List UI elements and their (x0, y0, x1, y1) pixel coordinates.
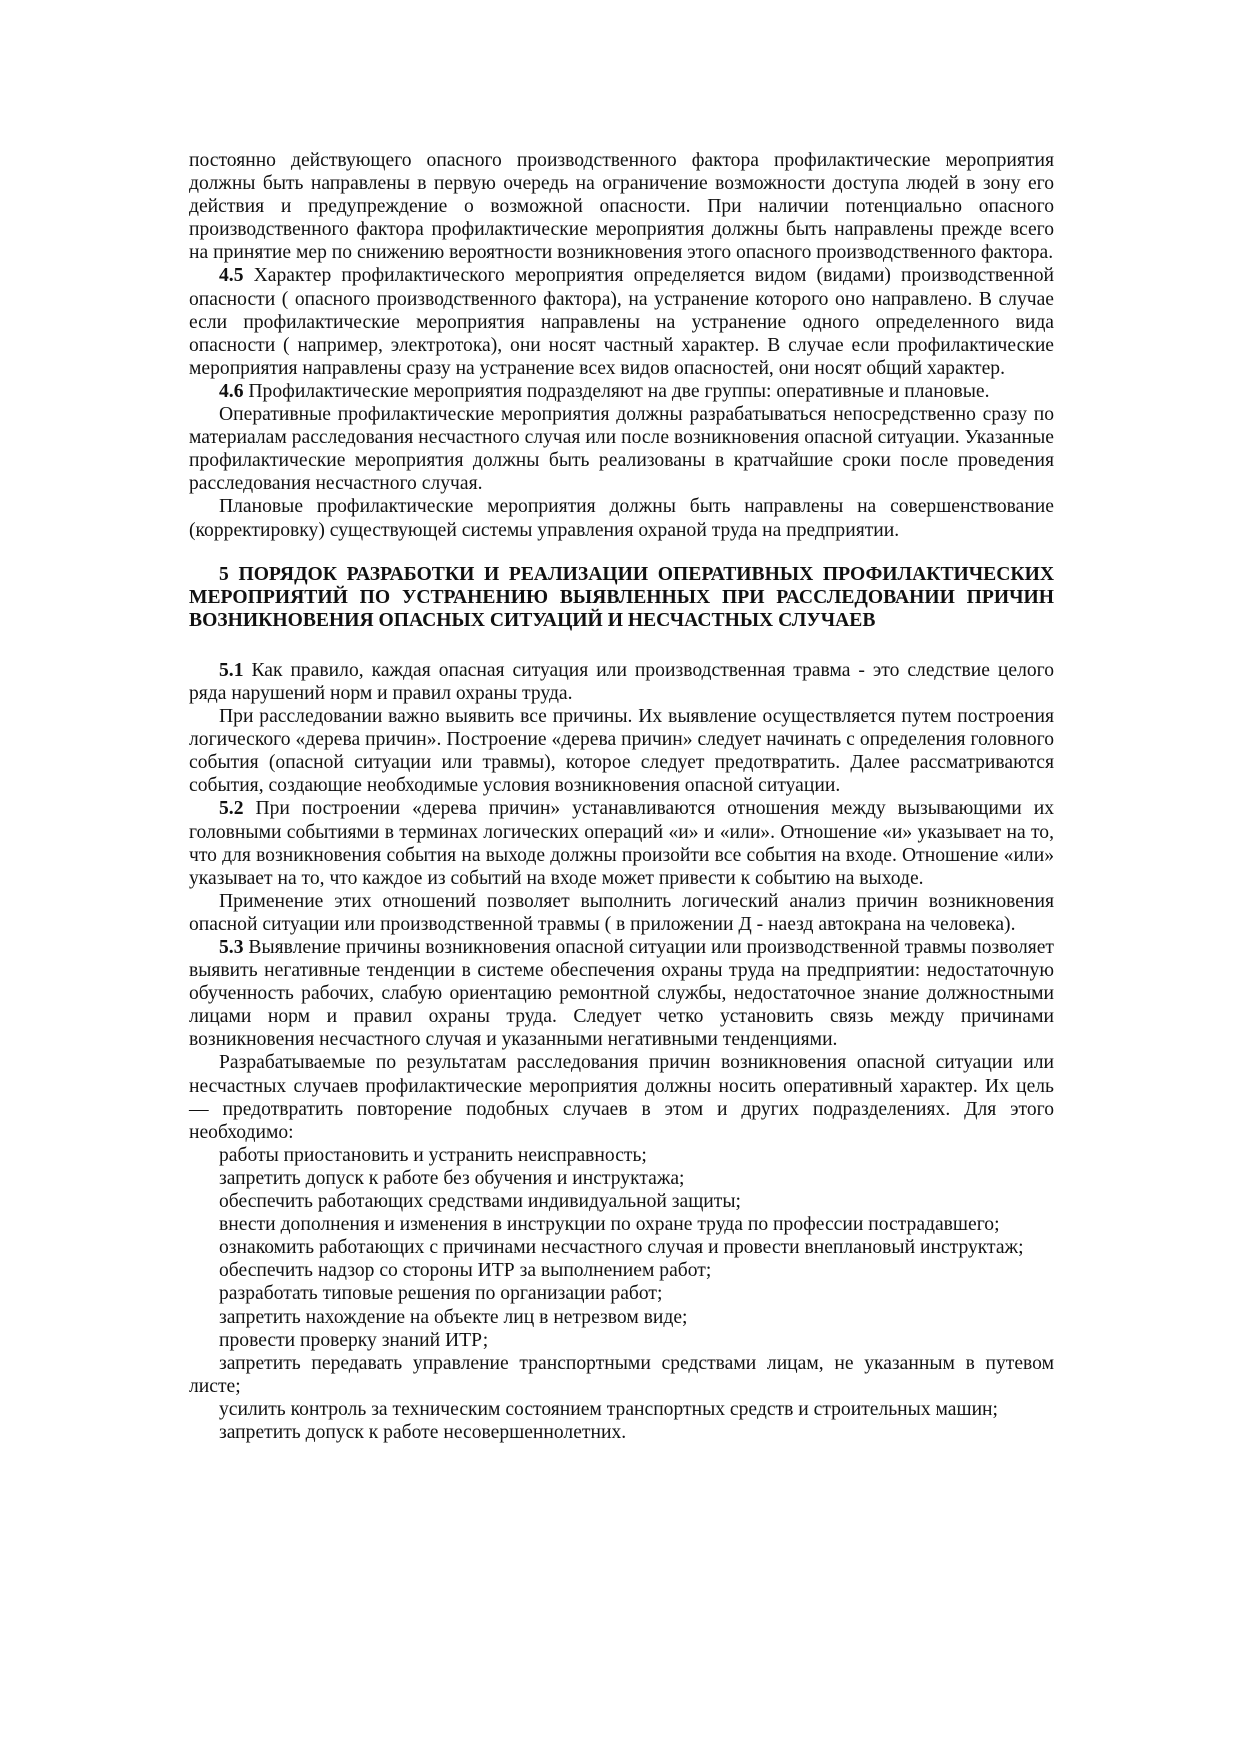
clause-number: 4.6 (219, 380, 244, 402)
clause-text: Характер профилактического мероприятия определяется видом (видами) производственной опасности ( опасного производственного фактора), на устранение которого оно направлено. В случае если профилактические мероприятия направлены на устранение одного определенного вида опасности ( например, электротока), они носят частный характер. В случае если профилактические мероприятия направлены сразу на устранение всех видов опасностей, они носят общий характер. (189, 265, 1054, 379)
measure-item: внести дополнения и изменения в инструкции по охране труда по профессии пострадавшего; (219, 1214, 1000, 1236)
measure-item: обеспечить надзор со стороны ИТР за выполнением работ; (219, 1260, 712, 1282)
clause-5-1 (189, 659, 1054, 705)
clause-text: Выявление причины возникновения опасной ситуации или производственной травмы позволяет выявить негативные тенденции в системе обеспечения охраны труда на предприятии: недостаточную обученность рабочих, слабую ориентацию ремонтной службы, недостаточное знание должностными лицами норм и правил охраны труда. Следует четко установить связь между причинами возникновения несчастного случая и указанными негативными тенденциями. (189, 937, 1054, 1051)
clause-5-3 (189, 936, 1054, 1051)
clause-number: 4.5 (219, 265, 244, 287)
measure-item: усилить контроль за техническим состоянием транспортных средств и строительных машин; (219, 1398, 998, 1420)
clause-text: Профилактические мероприятия подразделяют на две группы: оперативные и плановые. (243, 380, 990, 402)
paragraph-planned: Плановые профилактические мероприятия должны быть направлены на совершенствование (корректировку) существующей системы управления охраной труда на предприятии. (189, 496, 1054, 541)
paragraph-operative: Оперативные профилактические мероприятия должны разрабатываться непосредственно сразу по материалам расследования несчастного случая или после возникновения опасной ситуации. Указанные профилактические мероприятия должны быть реализованы в кратчайшие сроки после проведения расследования несчастного случая. (189, 404, 1054, 495)
paragraph-relations-application: Применение этих отношений позволяет выполнить логический анализ причин возникновения опасной ситуации или производственной травмы ( в приложении Д - наезд автокрана на человека). (189, 890, 1054, 935)
clause-4-6 (189, 380, 1054, 403)
measure-item: разработать типовые решения по организации работ; (219, 1283, 663, 1305)
clause-5-2 (189, 797, 1054, 889)
paragraph-cause-tree: При расследовании важно выявить все причины. Их выявление осуществляется путем построения логического «дерева причин». Построение «дерева причин» следует начинать с определения головного события (опасной ситуации или травмы), которое следует предотвратить. Далее рассматриваются события, создающие необходимые условия возникновения опасной ситуации. (189, 706, 1054, 797)
paragraph-continuation: постоянно действующего опасного производственного фактора профилактические мероприятия должны быть направлены в первую очередь на ограничение возможности доступа людей в зону его действия и предупреждение о возможной опасности. При наличии потенциально опасного производственного фактора профилактические мероприятия должны быть направлены прежде всего на принятие мер по снижению вероятности возникновения этого опасного производственного фактора. (189, 150, 1054, 264)
measure-item: запретить допуск к работе несовершеннолетних. (219, 1421, 627, 1443)
measure-item: запретить нахождение на объекте лиц в нетрезвом виде; (219, 1306, 688, 1328)
measure-item: запретить передавать управление транспортными средствами лицам, не указанным в путевом листе; (189, 1352, 1054, 1397)
measure-item: ознакомить работающих с причинами несчастного случая и провести внеплановый инструктаж; (219, 1237, 1024, 1259)
clause-4-5 (189, 264, 1054, 379)
clause-number: 5.2 (219, 798, 244, 820)
measure-item: провести проверку знаний ИТР; (219, 1329, 489, 1351)
measure-item: запретить допуск к работе без обучения и инструктажа; (219, 1167, 685, 1189)
clause-text: При построении «дерева причин» устанавливаются отношения между вызывающими их головными событиями в терминах логических операций «и» и «или». Отношение «и» указывает на то, что для возникновения события на выходе должны произойти все события на входе. Отношение «или» указывает на то, что каждое из событий на входе может привести к событию на выходе. (189, 798, 1054, 889)
measure-item: обеспечить работающих средствами индивидуальной защиты; (219, 1191, 741, 1213)
paragraph-measures-intro: Разрабатываемые по результатам расследования причин возникновения опасной ситуации или несчастных случаев профилактические мероприятия должны носить оперативный характер. Их цель — предотвратить повторение подобных случаев в этом и других подразделениях. Для этого необходимо: (189, 1052, 1054, 1143)
clause-number: 5.3 (219, 937, 244, 958)
clause-text: Как правило, каждая опасная ситуация или производственная травма - это следствие целого ряда нарушений норм и правил охраны труда. (189, 659, 1054, 704)
measure-item: работы приостановить и устранить неисправность; (219, 1144, 647, 1166)
clause-number: 5.1 (219, 659, 244, 681)
section-5-heading: 5 ПОРЯДОК РАЗРАБОТКИ И РЕАЛИЗАЦИИ ОПЕРАТИВНЫХ ПРОФИЛАКТИЧЕСКИХ МЕРОПРИЯТИЙ ПО УСТРАНЕНИЮ ВЫЯВЛЕННЫХ ПРИ РАССЛЕДОВАНИИ ПРИЧИН ВОЗНИКНОВЕНИЯ ОПАСНЫХ СИТУАЦИЙ И НЕСЧАСТНЫХ СЛУЧАЕВ (189, 563, 1054, 631)
